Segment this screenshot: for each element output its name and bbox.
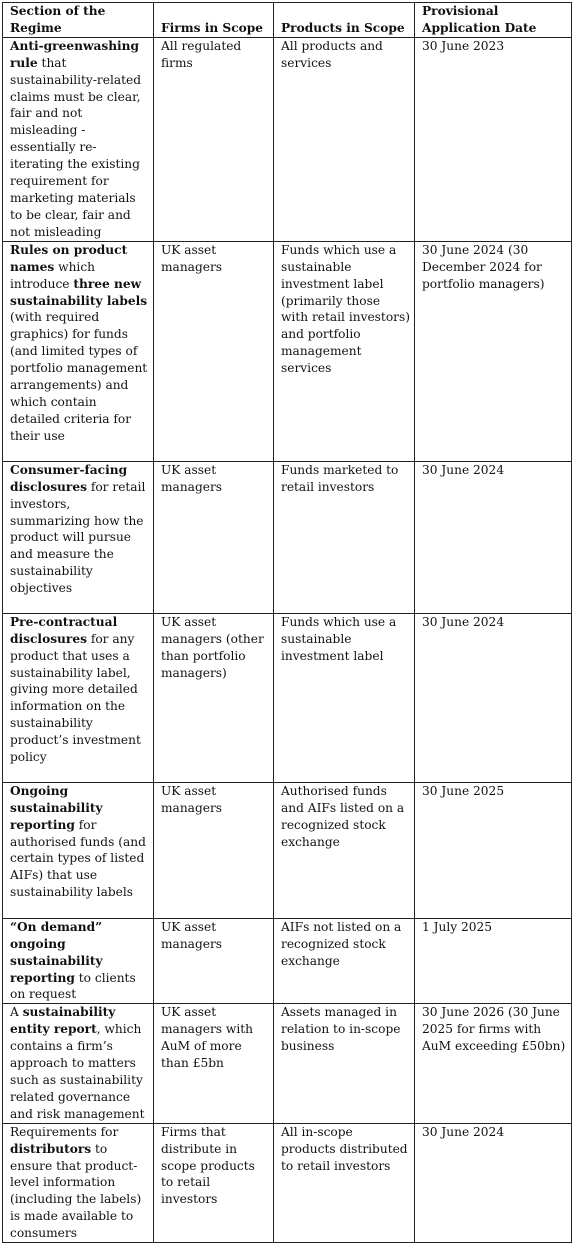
header-row [3, 3, 572, 38]
section-bold-text: distributors [10, 1141, 92, 1156]
firms-cell: UK asset managers [154, 782, 274, 918]
firms-cell: Firms that distribute in scope products to retail investors [154, 1123, 274, 1242]
firms-cell: All regulated firms [154, 37, 274, 241]
date-cell: 1 July 2025 [415, 918, 572, 1004]
section-cell [3, 1123, 154, 1242]
products-cell: Funds which use a sustainable investment label [274, 613, 415, 782]
section-text: for retail investors, summarizing how the product will pursue and measure the sustainability objectives [10, 479, 146, 596]
header-products: Products in Scope [274, 3, 415, 38]
section-cell [3, 1004, 154, 1123]
table-row [3, 1123, 572, 1242]
section-bold-text: Anti-greenwashing rule [10, 38, 140, 70]
section-cell [3, 461, 154, 613]
header-section: Section of the Regime [3, 3, 154, 38]
firms-cell: UK asset managers (other than portfolio managers) [154, 613, 274, 782]
section-bold-text: three new sustainability labels [10, 276, 148, 308]
table-row [3, 461, 572, 613]
table-row [3, 782, 572, 918]
section-bold-text: Ongoing sustainability reporting [10, 783, 103, 832]
date-cell: 30 June 2023 [415, 37, 572, 241]
section-cell [3, 241, 154, 461]
section-text: which introduce [10, 259, 96, 291]
table-row [3, 613, 572, 782]
products-cell: Funds which use a sustainable investment label (primarily those with retail investors) and portfolio management services [274, 241, 415, 461]
section-cell [3, 918, 154, 1004]
date-cell: 30 June 2024 [415, 461, 572, 613]
date-cell: 30 June 2024 (30 December 2024 for portfolio managers) [415, 241, 572, 461]
section-cell [3, 782, 154, 918]
date-cell: 30 June 2024 [415, 613, 572, 782]
products-cell: Funds marketed to retail investors [274, 461, 415, 613]
table-header [3, 3, 572, 38]
section-bold-text: “On demand” ongoing sustainability reporting [10, 919, 103, 985]
date-cell: 30 June 2025 [415, 782, 572, 918]
header-firms: Firms in Scope [154, 3, 274, 38]
date-cell: 30 June 2024 [415, 1123, 572, 1242]
section-bold-text: Pre-contractual disclosures [10, 614, 118, 646]
regime-table [2, 2, 572, 1243]
section-text: for authorised funds (and certain types of listed AIFs) that use sustainability labels [10, 817, 146, 900]
firms-cell: UK asset managers [154, 461, 274, 613]
date-cell: 30 June 2026 (30 June 2025 for firms with AuM exceeding £50bn) [415, 1004, 572, 1123]
section-text: , which contains a firm’s approach to matters such as sustainability related governance and risk management [10, 1022, 145, 1121]
section-bold-text: Rules on product names [10, 242, 128, 274]
firms-cell: UK asset managers [154, 241, 274, 461]
header-date: Provisional Application Date [415, 3, 572, 38]
section-text: that sustainability-related claims must be clear, fair and not misleading - essentially re-iterating the existing requirement for marketing materials to be clear, fair and not misleading [10, 55, 142, 239]
section-text: for any product that uses a sustainability label, giving more detailed information on the sustainability product’s investment policy [10, 631, 141, 765]
section-bold-text: sustainability entity report [10, 1005, 116, 1037]
section-cell [3, 613, 154, 782]
firms-cell: UK asset managers [154, 918, 274, 1004]
table-row [3, 241, 572, 461]
section-bold-text: Consumer-facing disclosures [10, 462, 128, 494]
section-text: to clients on request [10, 970, 136, 1002]
section-text: A [10, 1005, 23, 1020]
section-text: to ensure that product-level information (including the labels) is made available to consumers [10, 1141, 142, 1241]
products-cell: All products and services [274, 37, 415, 241]
section-text: Requirements for [10, 1124, 119, 1139]
table-body [3, 37, 572, 1242]
products-cell: Assets managed in relation to in-scope business [274, 1004, 415, 1123]
products-cell: All in-scope products distributed to retail investors [274, 1123, 415, 1242]
section-cell [3, 37, 154, 241]
products-cell: Authorised funds and AIFs listed on a recognized stock exchange [274, 782, 415, 918]
table-row [3, 918, 572, 1004]
firms-cell: UK asset managers with AuM of more than £5bn [154, 1004, 274, 1123]
table-row [3, 1004, 572, 1123]
products-cell: AIFs not listed on a recognized stock exchange [274, 918, 415, 1004]
section-text: (with required graphics) for funds (and limited types of portfolio management arrangements) and which contain detailed criteria for their use [10, 310, 148, 443]
table-row [3, 37, 572, 241]
